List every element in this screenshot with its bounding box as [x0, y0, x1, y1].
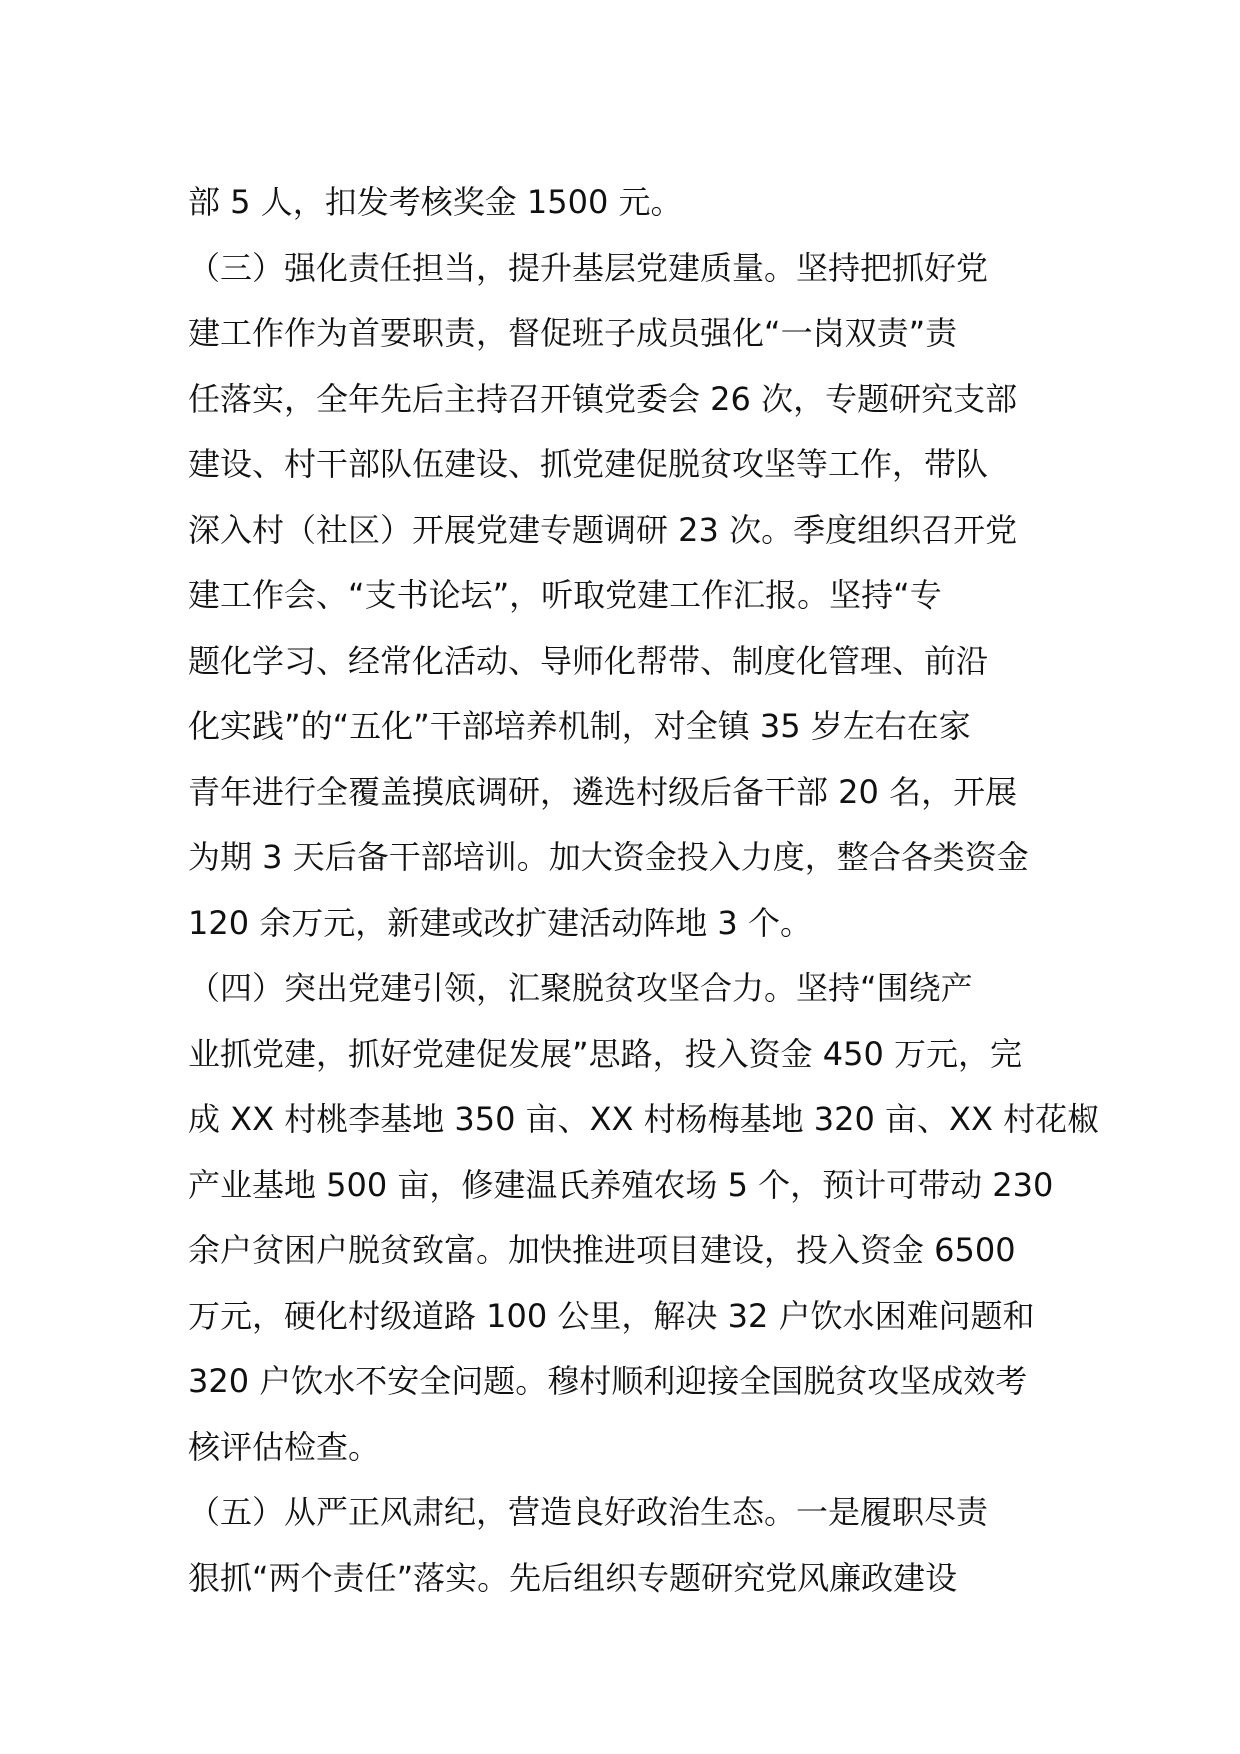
text-line-14: 业抓党建，抓好党建促发展”思路，投入资金 450 万元，完	[188, 1034, 1023, 1073]
text-line-2: （三）强化责任担当，提升基层党建质量。坚持把抓好党	[188, 248, 989, 287]
document-body	[188, 170, 1100, 1611]
text-line-15: 成 XX 村桃李基地 350 亩、XX 村杨梅基地 320 亩、XX 村花椒	[188, 1100, 1100, 1138]
text-line-4: 任落实，全年先后主持召开镇党委会 26 次，专题研究支部	[188, 379, 1018, 418]
text-line-17: 余户贫困户脱贫致富。加快推进项目建设，投入资金 6500	[188, 1231, 1016, 1269]
text-line-21: （五）从严正风肃纪，营造良好政治生态。一是履职尽责	[188, 1493, 989, 1531]
text-line-13: （四）突出党建引领，汇聚脱贫攻坚合力。坚持“围绕产	[188, 969, 973, 1007]
text-line-18: 万元，硬化村级道路 100 公里，解决 32 户饮水困难问题和	[188, 1296, 1035, 1335]
text-line-19: 320 户饮水不安全问题。穆村顺利迎接全国脱贫攻坚成效考	[188, 1362, 1028, 1400]
text-line-5: 建设、村干部队伍建设、抓党建促脱贫攻坚等工作，带队	[188, 445, 989, 483]
text-line-11: 为期 3 天后备干部培训。加大资金投入力度，整合各类资金	[188, 838, 1029, 876]
text-line-12: 120 余万元，新建或改扩建活动阵地 3 个。	[188, 903, 812, 942]
text-line-9: 化实践”的“五化”干部培养机制，对全镇 35 岁左右在家	[188, 707, 971, 745]
text-line-10: 青年进行全覆盖摸底调研，遴选村级后备干部 20 名，开展	[188, 772, 1018, 811]
text-line-7: 建工作会、“支书论坛”，听取党建工作汇报。坚持“专	[188, 576, 942, 614]
text-line-1: 部 5 人，扣发考核奖金 1500 元。	[188, 183, 683, 221]
text-line-16: 产业基地 500 亩，修建温氏养殖农场 5 个，预计可带动 230	[188, 1165, 1054, 1204]
text-line-22: 狠抓“两个责任”落实。先后组织专题研究党风廉政建设	[188, 1558, 958, 1597]
text-line-3: 建工作作为首要职责，督促班子成员强化“一岗双责”责	[188, 314, 958, 352]
text-line-20: 核评估检查。	[188, 1427, 381, 1466]
text-line-6: 深入村（社区）开展党建专题调研 23 次。季度组织召开党	[188, 510, 1018, 549]
text-line-8: 题化学习、经常化活动、导师化帮带、制度化管理、前沿	[188, 641, 989, 680]
